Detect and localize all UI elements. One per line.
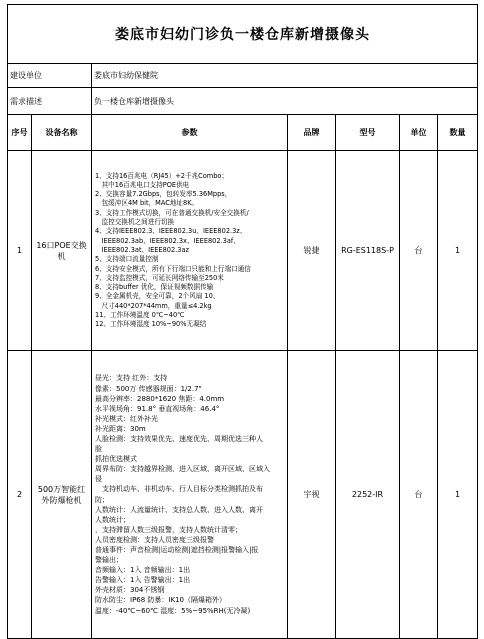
param-line: 人数统计； bbox=[95, 515, 130, 524]
param-line: 防； bbox=[95, 495, 109, 504]
param-line: IEEE802.3ab、IEEE802.3x、IEEE802.3af、 bbox=[95, 236, 240, 245]
param-line: 补光距离：30m bbox=[95, 424, 146, 433]
construction-unit-label: 建设单位 bbox=[8, 64, 92, 88]
header-model: 型号 bbox=[336, 115, 400, 151]
param-line: 支持机动车、非机动车、行人目标分类检测抓拍及布 bbox=[95, 485, 263, 494]
param-line: 12、工作环境湿度 10%~90%无凝结 bbox=[95, 320, 207, 329]
table-row bbox=[8, 151, 478, 351]
param-line: 1、支持16百兆电（RJ45）+2千兆Combo； bbox=[95, 171, 229, 180]
param-line: 11、工作环境温度 0℃~40℃ bbox=[95, 311, 185, 320]
row-device-name: 16口POE交换机 bbox=[32, 151, 92, 351]
param-line: 5、支持端口流量控制 bbox=[95, 255, 159, 264]
param-line: 侵 bbox=[95, 475, 102, 484]
param-line: 7、支持监控模式，可延长网络传输至250米 bbox=[95, 273, 224, 282]
row-brand: 宇视 bbox=[288, 351, 336, 639]
param-line: 抓拍优选模式 bbox=[95, 455, 137, 464]
header-unit: 单位 bbox=[400, 115, 438, 151]
row-unit: 台 bbox=[400, 351, 438, 639]
param-line: 4、支持IEEE802.3、IEEE802.3u、IEEE802.3z、 bbox=[95, 227, 247, 236]
params-list bbox=[95, 172, 284, 330]
param-line: IEEE802.3at、IEEE802.3az bbox=[95, 245, 189, 254]
row-unit: 台 bbox=[400, 151, 438, 351]
row-params bbox=[92, 151, 288, 351]
requirements-table bbox=[7, 4, 478, 639]
row-seq: 2 bbox=[8, 351, 32, 639]
row-brand: 锐捷 bbox=[288, 151, 336, 351]
param-line: 包缓冲区4M bit，MAC地址8K。 bbox=[95, 199, 199, 208]
param-line: 周界布防：支持越界检测、进入区域、离开区域、区域入 bbox=[95, 465, 270, 474]
table-header-row bbox=[8, 115, 478, 151]
row-device-name: 500万智能红外防爆枪机 bbox=[32, 351, 92, 639]
param-line: 音频输入：1入 音频输出：1出 bbox=[95, 566, 191, 575]
row-qty: 1 bbox=[438, 351, 478, 639]
header-brand: 品牌 bbox=[288, 115, 336, 151]
param-line: 补光模式：红外补光 bbox=[95, 414, 158, 423]
requirement-label: 需求描述 bbox=[8, 88, 92, 115]
row-model: 2252-IR bbox=[336, 351, 400, 639]
header-qty: 数量 bbox=[438, 115, 478, 151]
param-line: 人员密度检测：支持人员密度三级报警 bbox=[95, 535, 214, 544]
param-line: 8、支持buffer 优化，保证视频数据传输 bbox=[95, 283, 214, 292]
param-line: 水平视场角：91.8° 垂直视场角：46.4° bbox=[95, 404, 220, 413]
row-params bbox=[92, 351, 288, 639]
param-line: 3、支持工作模式切换，可在普通交换机/安全交换机/ bbox=[95, 208, 249, 217]
param-line: 警输出； bbox=[95, 556, 123, 565]
row-model: RG-ES118S-P bbox=[336, 151, 400, 351]
param-line: 温度：-40℃~60℃ 湿度：5%~95%RH(无冷凝) bbox=[95, 606, 251, 615]
param-line: 脸 bbox=[95, 445, 102, 454]
param-line: 其中16百兆电口支持POE供电 bbox=[95, 180, 190, 189]
params-list bbox=[95, 373, 284, 615]
param-line: 外壳材质：304不锈钢 bbox=[95, 586, 165, 595]
row-qty: 1 bbox=[438, 151, 478, 351]
param-line: 人脸检测：支持效果优先、速度优先、周期优选三种人 bbox=[95, 434, 263, 443]
procurement-document bbox=[7, 4, 477, 615]
header-seq: 序号 bbox=[8, 115, 32, 151]
param-line: 9、全金属机壳，安全可靠，2个风扇 10、 bbox=[95, 292, 220, 301]
param-line: 昼光：支持 红外：支持 bbox=[95, 374, 168, 383]
param-line: ，支持滞留人数三级报警，支持人数统计清零； bbox=[95, 525, 242, 534]
header-params: 参数 bbox=[92, 115, 288, 151]
param-line: 尺寸440*207*44mm，重量≤4.2kg bbox=[95, 301, 212, 310]
param-line: 监控交换机之间进行切换 bbox=[95, 218, 175, 227]
param-line: 6、支持安全模式，所有下行端口只能和上行端口通信 bbox=[95, 264, 251, 273]
param-line: 2、交换容量7.2Gbps，包转发率5.36Mpps， bbox=[95, 190, 232, 199]
document-title: 娄底市妇幼门诊负一楼仓库新增摄像头 bbox=[8, 5, 478, 64]
construction-unit-value: 娄底市妇幼保健院 bbox=[92, 64, 478, 88]
param-line: 普通事件：声音检测|运动检测|遮挡检测|报警输入|报 bbox=[95, 546, 259, 555]
param-line: 防水防尘：IP68 防暴：IK10（隔爆箱外） bbox=[95, 596, 226, 605]
table-row bbox=[8, 351, 478, 639]
param-line: 人数统计：人流量统计、支持总人数、进入人数、离开 bbox=[95, 505, 263, 514]
header-device-name: 设备名称 bbox=[32, 115, 92, 151]
param-line: 告警输入：1入 告警输出：1出 bbox=[95, 576, 191, 585]
requirement-value: 负一楼仓库新增摄像头 bbox=[92, 88, 478, 115]
param-line: 最高分辨率：2880*1620 焦距：4.0mm bbox=[95, 394, 225, 403]
row-seq: 1 bbox=[8, 151, 32, 351]
param-line: 像素：500万 传感器规面：1/2.7" bbox=[95, 384, 202, 393]
